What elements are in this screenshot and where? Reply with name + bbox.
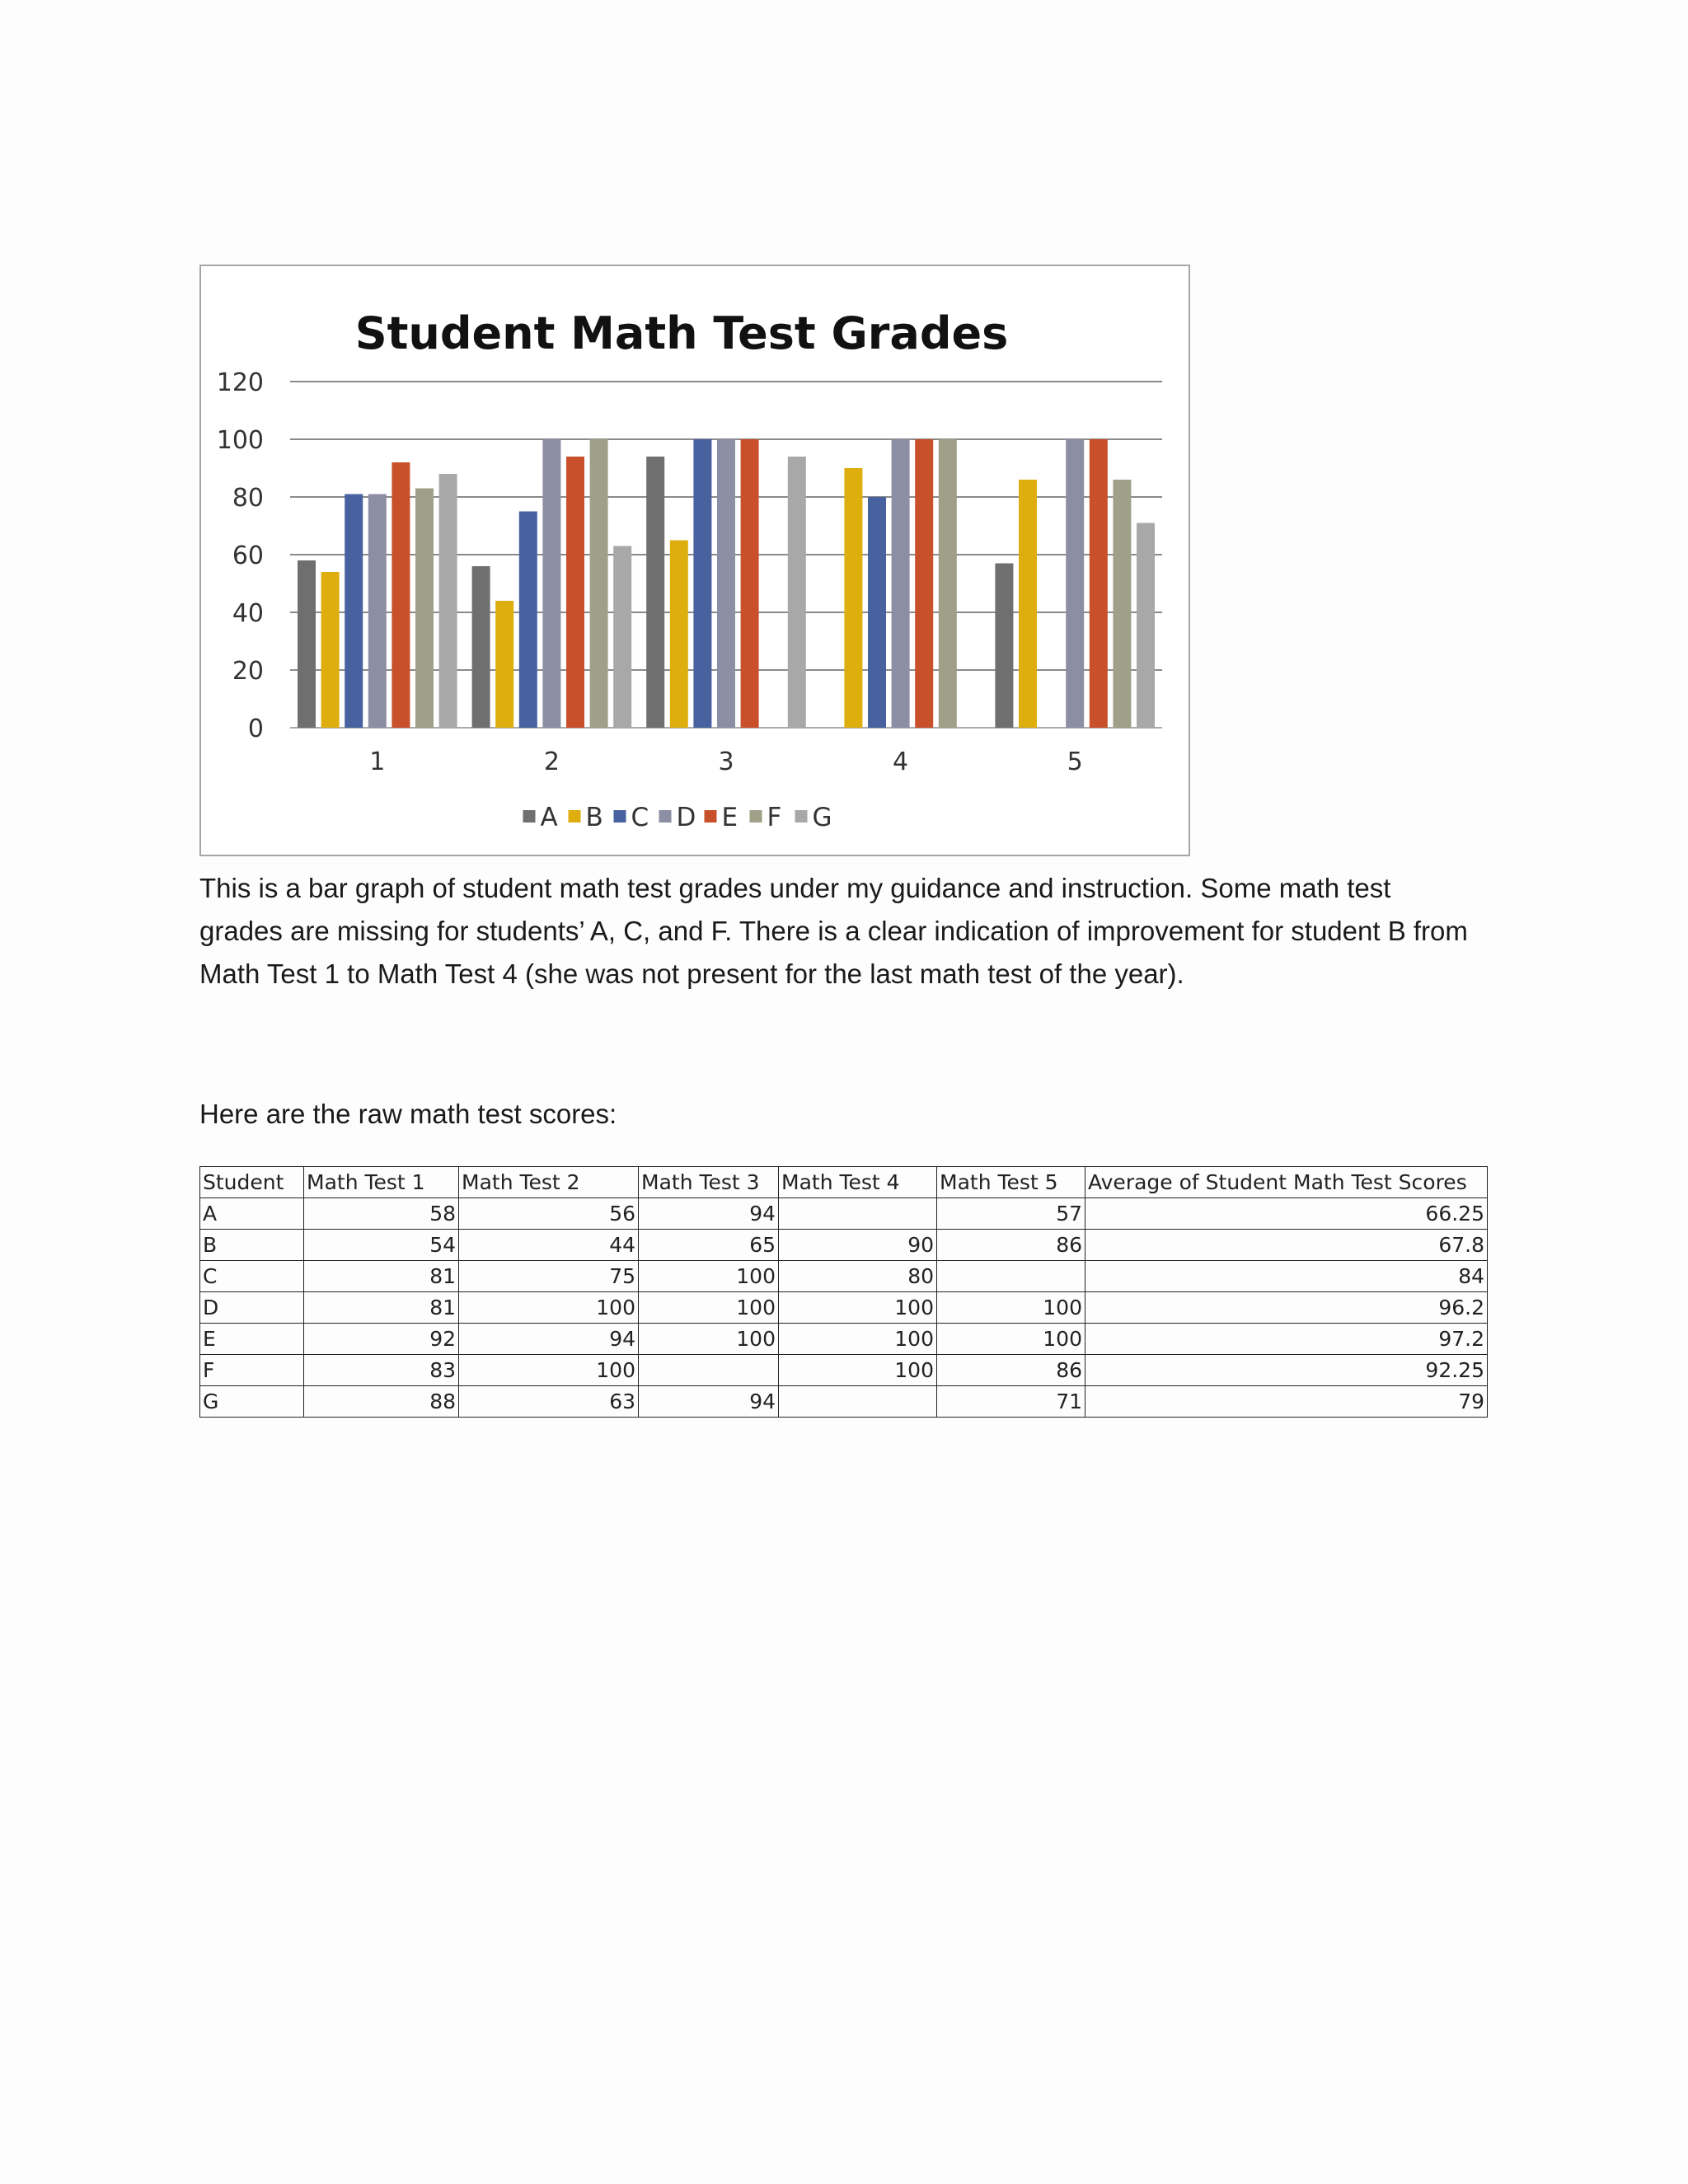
score-cell: 100 [937,1292,1085,1324]
score-cell: 92 [304,1324,459,1355]
score-cell: 100 [779,1292,937,1324]
bar [542,439,560,728]
y-tick-label: 100 [216,426,264,455]
student-cell: G [200,1386,304,1418]
bar [368,494,387,729]
x-tick-label: 2 [543,748,560,776]
header-cell: Math Test 3 [639,1167,779,1198]
bar [298,560,316,728]
legend-label: A [540,803,558,832]
table-row [200,1198,1488,1230]
score-cell: 83 [304,1355,459,1386]
score-cell: 56 [459,1198,639,1230]
legend-swatch [523,810,536,823]
legend-label: G [812,803,832,832]
student-cell: C [200,1261,304,1292]
bar [868,497,886,728]
bar [844,468,862,728]
bar [1137,523,1155,729]
score-cell: 81 [304,1292,459,1324]
score-cell: 100 [779,1355,937,1386]
bar [995,564,1013,729]
score-cell: 100 [639,1324,779,1355]
score-cell: 65 [639,1230,779,1261]
scores-table [199,1166,1488,1418]
bar [392,462,410,728]
x-tick-label: 5 [1067,748,1083,776]
score-cell: 100 [459,1292,639,1324]
legend-swatch [569,810,581,823]
legend-label: C [631,803,649,832]
y-tick-label: 80 [232,484,264,513]
score-cell: 66.25 [1085,1198,1488,1230]
table-row [200,1292,1488,1324]
bar [519,512,537,729]
table-row [200,1261,1488,1292]
score-cell: 97.2 [1085,1324,1488,1355]
y-tick-label: 120 [216,368,264,397]
header-cell: Average of Student Math Test Scores [1085,1167,1488,1198]
score-cell: 71 [937,1386,1085,1418]
header-cell: Math Test 5 [937,1167,1085,1198]
score-cell: 100 [639,1261,779,1292]
score-cell: 86 [937,1355,1085,1386]
bar [1113,480,1131,728]
score-cell: 54 [304,1230,459,1261]
score-cell: 80 [779,1261,937,1292]
score-cell: 90 [779,1230,937,1261]
score-cell: 96.2 [1085,1292,1488,1324]
legend-label: E [721,803,738,832]
bar [788,457,806,728]
score-cell: 94 [639,1198,779,1230]
score-cell: 100 [937,1324,1085,1355]
description-paragraph: This is a bar graph of student math test grades under my guidance and instruction. Some math test grades are missing for students’ A, C, and F. There is a clear indication of improvement for student B from Math Test 1 to Math Test 4 (she was not present for the last math test of the year). [199,873,1468,989]
score-cell: 57 [937,1198,1085,1230]
legend-swatch [614,810,626,823]
bar [915,439,933,728]
y-tick-label: 40 [232,599,264,628]
legend-label: B [585,803,603,832]
score-cell: 100 [779,1324,937,1355]
score-cell: 67.8 [1085,1230,1488,1261]
x-tick-label: 3 [718,748,734,776]
bar [321,572,340,728]
legend-swatch [705,810,717,823]
score-cell [779,1198,937,1230]
table-intro-paragraph: Here are the raw math test scores: [199,1099,617,1129]
bar [939,439,957,728]
score-cell: 58 [304,1198,459,1230]
bar [495,601,513,728]
student-cell: D [200,1292,304,1324]
table-row [200,1386,1488,1418]
student-cell: E [200,1324,304,1355]
legend-swatch [659,810,672,823]
bar [345,494,363,729]
bar [439,474,457,728]
score-cell [937,1261,1085,1292]
bar [646,457,664,728]
bar [1066,439,1084,728]
header-cell: Math Test 2 [459,1167,639,1198]
score-cell: 94 [639,1386,779,1418]
x-tick-label: 1 [369,748,386,776]
score-cell: 79 [1085,1386,1488,1418]
score-cell: 63 [459,1386,639,1418]
bar [590,439,608,728]
legend-swatch [795,810,808,823]
table-header-row [200,1167,1488,1198]
bar [472,566,490,728]
table-row [200,1355,1488,1386]
header-cell: Math Test 4 [779,1167,937,1198]
score-cell: 94 [459,1324,639,1355]
bar [566,457,584,728]
table-body [200,1198,1488,1418]
score-cell: 100 [639,1292,779,1324]
x-tick-label: 4 [893,748,909,776]
table-row [200,1324,1488,1355]
student-cell: B [200,1230,304,1261]
score-cell: 44 [459,1230,639,1261]
header-cell: Student [200,1167,304,1198]
y-tick-label: 60 [232,541,264,570]
score-cell: 92.25 [1085,1355,1488,1386]
y-tick-label: 0 [247,715,264,743]
bar [1019,480,1037,728]
bar-chart [201,266,1192,858]
bar [892,439,910,728]
score-cell: 86 [937,1230,1085,1261]
score-cell: 84 [1085,1261,1488,1292]
bar [1090,439,1108,728]
bar [741,439,759,728]
chart-title: Student Math Test Grades [354,307,1009,359]
header-cell: Math Test 1 [304,1167,459,1198]
student-cell: F [200,1355,304,1386]
legend-label: D [676,803,696,832]
bar [613,546,631,729]
chart-container [199,265,1190,856]
student-cell: A [200,1198,304,1230]
table-row [200,1230,1488,1261]
score-cell [779,1386,937,1418]
bar [717,439,735,728]
bar [693,439,711,728]
score-cell: 75 [459,1261,639,1292]
bar [415,489,434,729]
bar [670,541,688,729]
score-cell [639,1355,779,1386]
score-cell: 100 [459,1355,639,1386]
legend-swatch [750,810,762,823]
score-cell: 88 [304,1386,459,1418]
legend-label: F [767,803,782,832]
y-tick-label: 20 [232,657,264,686]
score-cell: 81 [304,1261,459,1292]
